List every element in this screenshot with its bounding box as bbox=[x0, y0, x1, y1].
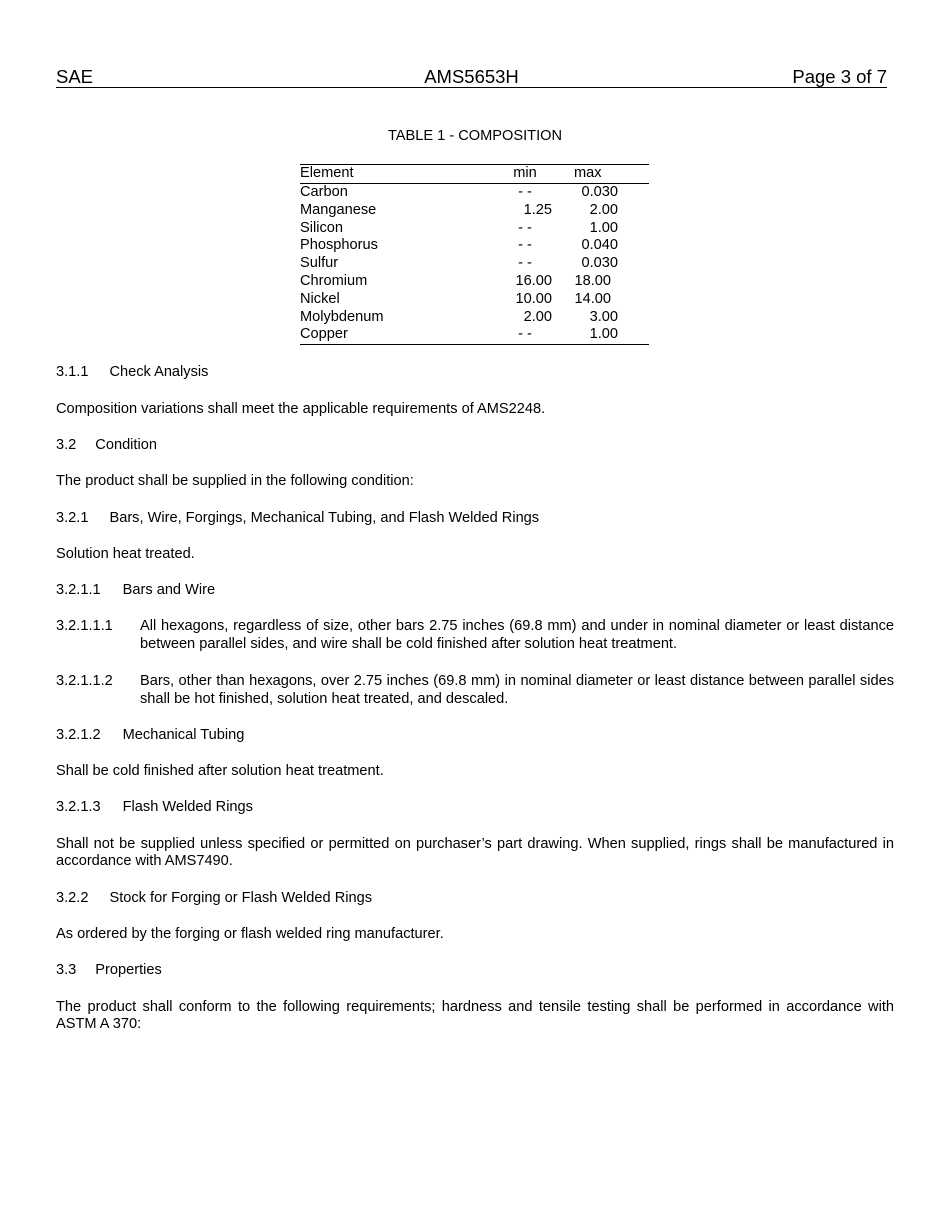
section-number: 3.2.1.1 bbox=[56, 582, 101, 598]
cell-max: 18.00 bbox=[574, 272, 611, 289]
cell-min: - - bbox=[518, 184, 532, 200]
section-text-3-3: The product shall conform to the following requirements; hardness and tensile testing shall be performed in accordance with ASTM A 370: bbox=[56, 999, 894, 1032]
section-text-3-2-1-3: Shall not be supplied unless specified or permitted on purchaser’s part drawing. When supplied, rings shall be manufactured in accordance with AMS7490. bbox=[56, 836, 894, 869]
section-text: All hexagons, regardless of size, other bars 2.75 inches (69.8 mm) and under in nominal diameter or least distance between parallel sides, and wire shall be cold finished after solution heat treatment. bbox=[140, 618, 894, 652]
table-row bbox=[300, 273, 649, 291]
cell-element: Nickel bbox=[300, 290, 340, 307]
cell-min: - - bbox=[518, 237, 532, 254]
column-header-min: min bbox=[486, 165, 574, 184]
table-row bbox=[300, 202, 649, 220]
section-text-3-2-2: As ordered by the forging or flash welded ring manufacturer. bbox=[56, 926, 444, 942]
table-row bbox=[300, 255, 649, 273]
section-number: 3.2.2 bbox=[56, 890, 89, 906]
cell-max: 0.030 bbox=[581, 255, 618, 272]
header-doc-number: AMS5653H bbox=[424, 66, 519, 87]
cell-min: - - bbox=[518, 219, 532, 236]
table-header-row bbox=[300, 165, 649, 184]
cell-element: Phosphorus bbox=[300, 237, 378, 254]
section-title: Condition bbox=[95, 437, 157, 453]
section-heading-3-2-1 bbox=[56, 510, 894, 527]
table-row bbox=[300, 309, 649, 327]
cell-element: Chromium bbox=[300, 272, 368, 289]
section-number: 3.3 bbox=[56, 962, 77, 978]
section-title: Flash Welded Rings bbox=[122, 799, 253, 815]
section-number: 3.1.1 bbox=[56, 364, 89, 380]
section-title: Properties bbox=[95, 962, 162, 978]
section-heading-3-2-1-3 bbox=[56, 799, 894, 816]
cell-max: 1.00 bbox=[589, 219, 618, 236]
section-heading-3-2 bbox=[56, 437, 894, 454]
cell-element: Copper bbox=[300, 326, 486, 344]
section-heading-3-3 bbox=[56, 962, 894, 979]
section-heading-3-2-2 bbox=[56, 890, 894, 907]
section-text: Bars, other than hexagons, over 2.75 inches (69.8 mm) in nominal diameter or least distance between parallel sides shall be hot finished, solution heat treated, and descaled. bbox=[140, 673, 894, 707]
section-text-3-2-1-2: Shall be cold finished after solution heat treatment. bbox=[56, 763, 384, 779]
page-header bbox=[56, 67, 887, 88]
section-text-3-2: The product shall be supplied in the following condition: bbox=[56, 473, 414, 489]
section-heading-3-1-1 bbox=[56, 364, 894, 381]
section-3-2-1-1-1 bbox=[56, 618, 894, 653]
section-number: 3.2.1.1.2 bbox=[56, 673, 113, 689]
section-text-3-1-1: Composition variations shall meet the applicable requirements of AMS2248. bbox=[56, 401, 546, 417]
section-title: Bars, Wire, Forgings, Mechanical Tubing, and Flash Welded Rings bbox=[109, 510, 540, 526]
table-row bbox=[300, 237, 649, 255]
section-title: Bars and Wire bbox=[122, 582, 216, 598]
cell-element: Sulfur bbox=[300, 255, 339, 272]
section-number: 3.2.1.1.1 bbox=[56, 618, 113, 634]
cell-min: 2.00 bbox=[523, 308, 552, 325]
section-heading-3-2-1-1 bbox=[56, 582, 894, 599]
cell-min: 16.00 bbox=[515, 272, 552, 289]
section-text-3-2-1: Solution heat treated. bbox=[56, 546, 195, 562]
composition-table bbox=[300, 164, 649, 345]
cell-max: 0.030 bbox=[581, 184, 618, 200]
table-row bbox=[300, 326, 649, 344]
column-header-element: Element bbox=[300, 165, 486, 184]
section-number: 3.2.1.3 bbox=[56, 799, 101, 815]
section-title: Stock for Forging or Flash Welded Rings bbox=[109, 890, 372, 906]
table-row bbox=[300, 220, 649, 238]
table-title: TABLE 1 - COMPOSITION bbox=[387, 128, 563, 144]
section-heading-3-2-1-2 bbox=[56, 727, 894, 744]
cell-min: 10.00 bbox=[515, 290, 552, 307]
cell-max: 3.00 bbox=[589, 308, 618, 325]
cell-element: Manganese bbox=[300, 201, 377, 218]
section-3-2-1-1-2 bbox=[56, 673, 894, 708]
cell-element: Silicon bbox=[300, 219, 343, 236]
cell-min: 1.25 bbox=[523, 201, 552, 218]
cell-element: Molybdenum bbox=[300, 308, 384, 325]
column-header-max: max bbox=[574, 165, 649, 184]
cell-max: 1.00 bbox=[574, 326, 649, 344]
header-org: SAE bbox=[56, 66, 94, 87]
cell-max: 14.00 bbox=[574, 290, 611, 307]
cell-min: - - bbox=[518, 255, 532, 272]
header-page-number: Page 3 of 7 bbox=[792, 66, 887, 87]
section-number: 3.2.1 bbox=[56, 510, 89, 526]
table-row bbox=[300, 291, 649, 309]
section-title: Mechanical Tubing bbox=[122, 727, 245, 743]
table-row bbox=[300, 184, 649, 202]
cell-element: Carbon bbox=[300, 184, 348, 200]
section-number: 3.2 bbox=[56, 437, 77, 453]
cell-min: - - bbox=[486, 326, 574, 344]
section-title: Check Analysis bbox=[109, 364, 209, 380]
cell-max: 2.00 bbox=[589, 201, 618, 218]
cell-max: 0.040 bbox=[581, 237, 618, 254]
section-number: 3.2.1.2 bbox=[56, 727, 101, 743]
